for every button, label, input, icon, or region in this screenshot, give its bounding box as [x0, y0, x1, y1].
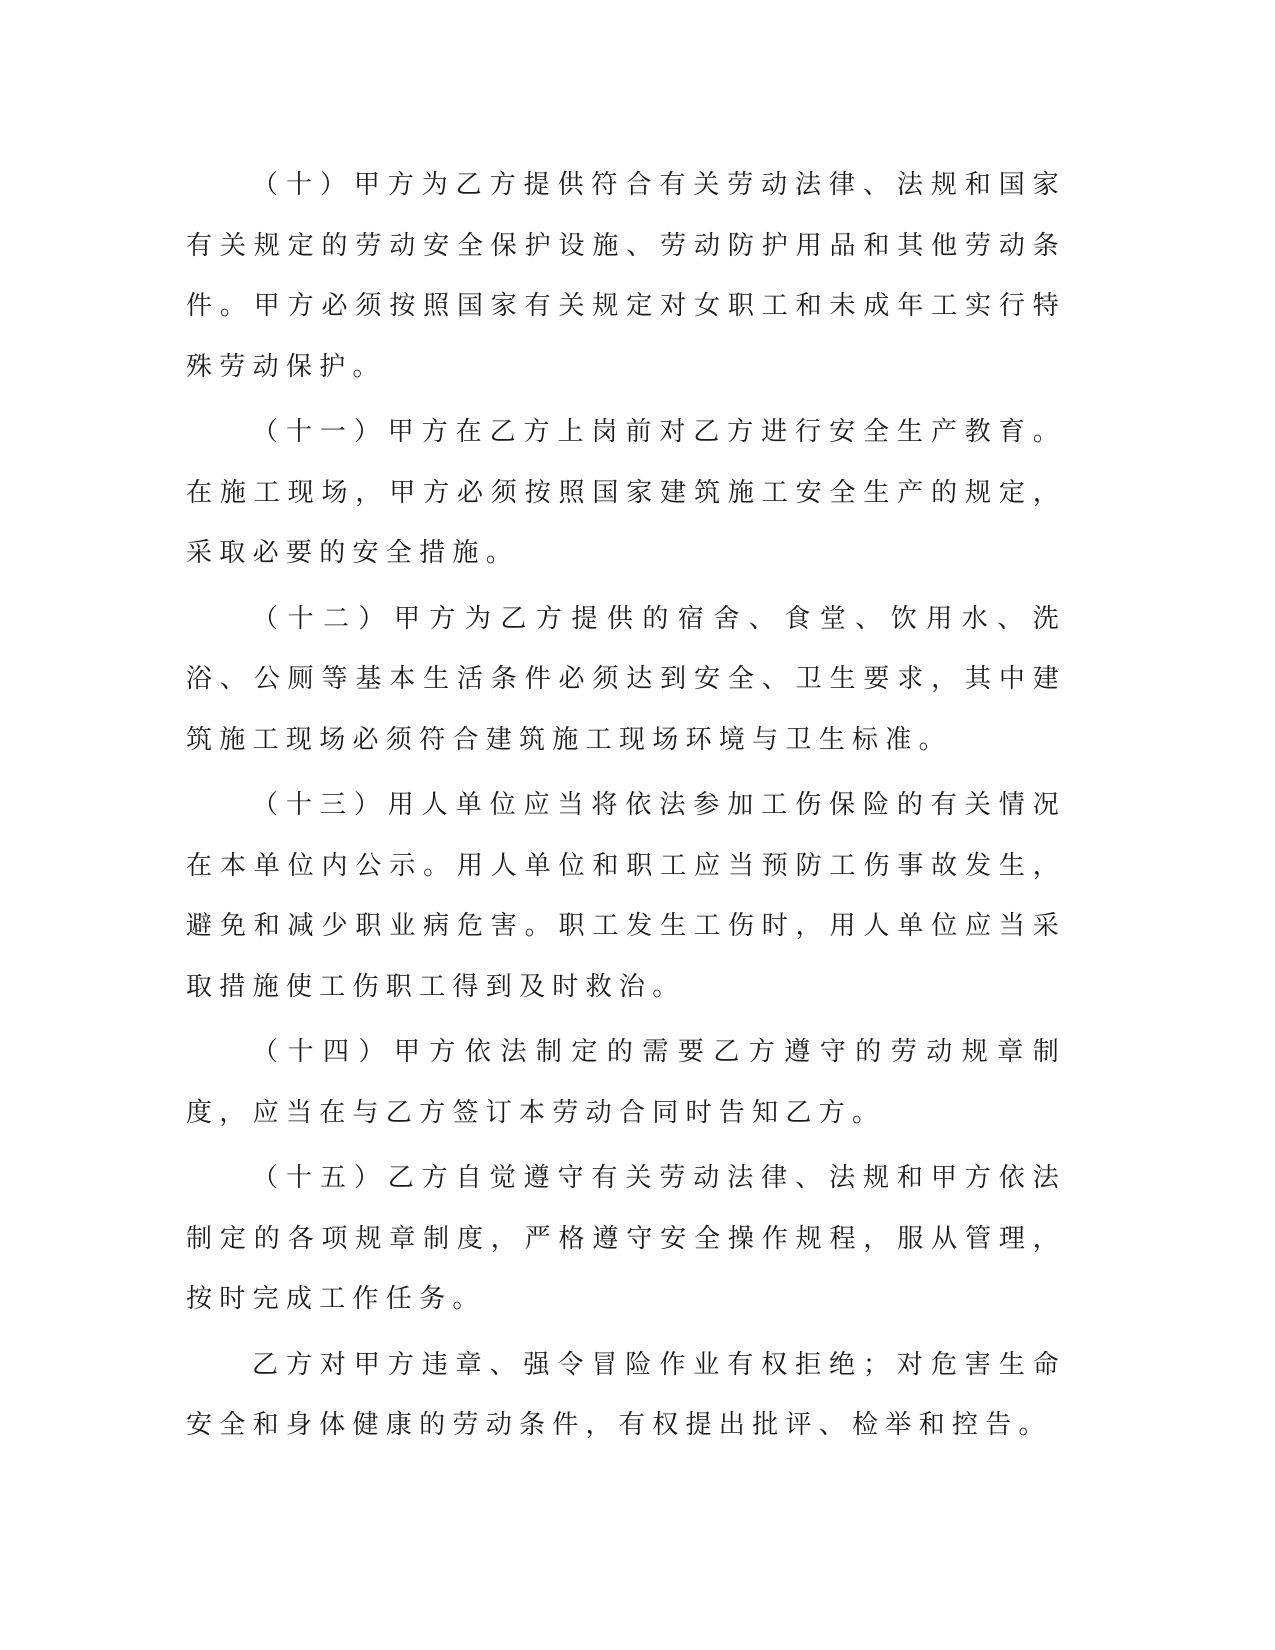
clause-14-paragraph: （十四）甲方依法制定的需要乙方遵守的劳动规章制度，应当在与乙方签订本劳动合同时告知乙方。: [186, 1037, 1066, 1128]
refusal-rights-paragraph: 乙方对甲方违章、强令冒险作业有权拒绝；对危害生命安全和身体健康的劳动条件，有权提出批评、检举和控告。: [186, 1349, 1066, 1440]
document-body: [186, 155, 1066, 1456]
clause-15-paragraph: （十五）乙方自觉遵守有关劳动法律、法规和甲方依法制定的各项规章制度，严格遵守安全操作规程，服从管理，按时完成工作任务。: [186, 1163, 1066, 1314]
clause-11-paragraph: （十一）甲方在乙方上岗前对乙方进行安全生产教育。在施工现场，甲方必须按照国家建筑施工安全生产的规定，采取必要的安全措施。: [186, 417, 1066, 568]
clause-13-paragraph: （十三）用人单位应当将依法参加工伤保险的有关情况在本单位内公示。用人单位和职工应当预防工伤事故发生，避免和减少职业病危害。职工发生工伤时，用人单位应当采取措施使工伤职工得到及时救治。: [186, 790, 1066, 1002]
clause-10-paragraph: （十）甲方为乙方提供符合有关劳动法律、法规和国家有关规定的劳动安全保护设施、劳动防护用品和其他劳动条件。甲方必须按照国家有关规定对女职工和未成年工实行特殊劳动保护。: [186, 170, 1066, 382]
clause-12-paragraph: （十二）甲方为乙方提供的宿舍、食堂、饮用水、洗浴、公厕等基本生活条件必须达到安全、卫生要求，其中建筑施工现场必须符合建筑施工现场环境与卫生标准。: [186, 603, 1066, 755]
